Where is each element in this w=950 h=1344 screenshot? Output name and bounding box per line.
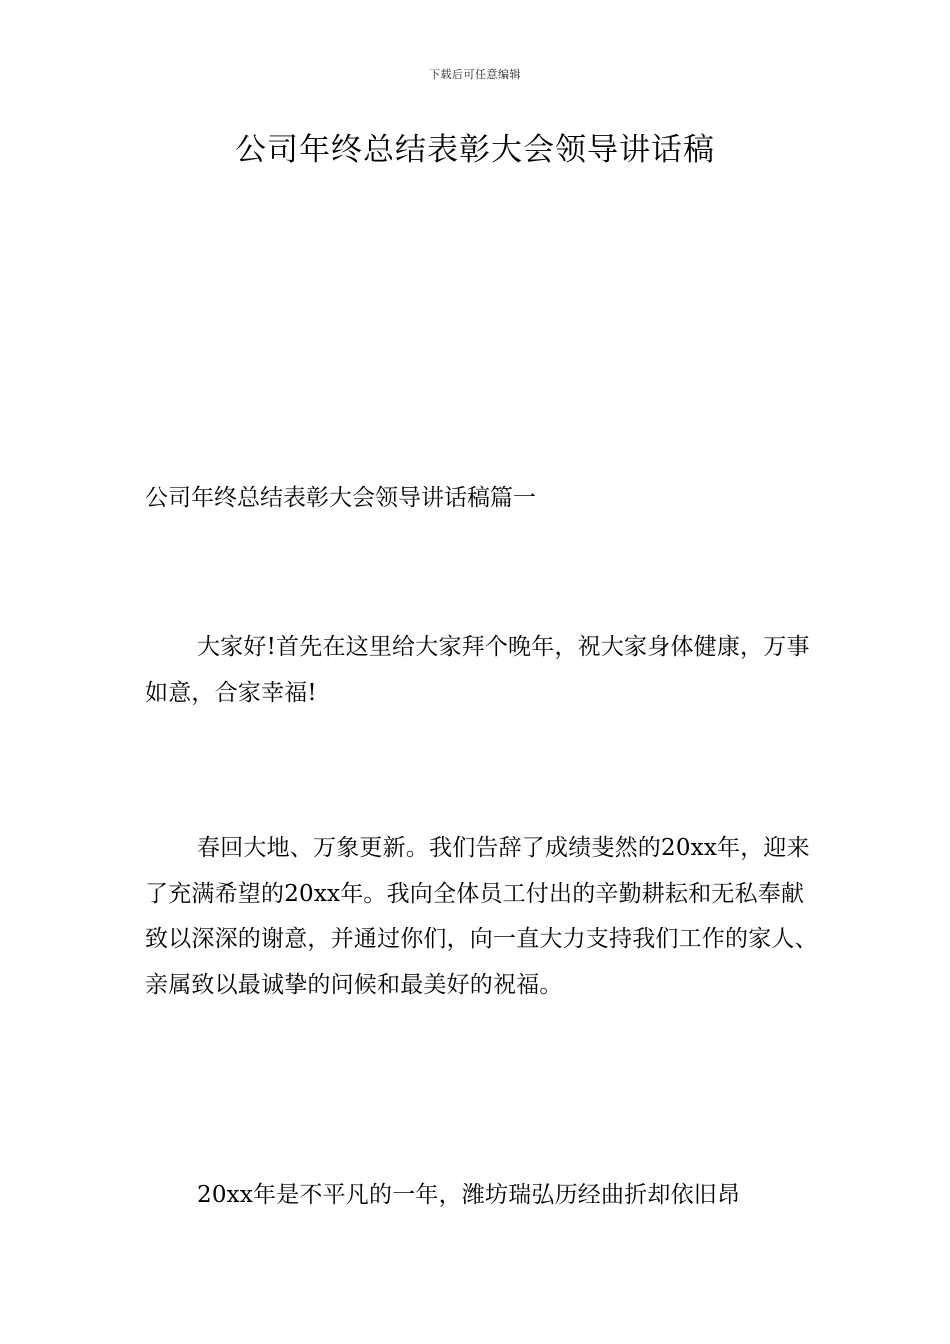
paragraph-greeting: 大家好!首先在这里给大家拜个晚年，祝大家身体健康，万事如意，合家幸福! — [145, 634, 810, 706]
paragraph-thanks: 春回大地、万象更新。我们告辞了成绩斐然的20xx年，迎来了充满希望的20xx年。我向全体员工付出的辛勤耕耘和无私奉献致以深深的谢意，并通过你们，向一直大力支持我们工作的家人、亲属致以最诚挚的问候和最美好的祝福。 — [145, 835, 818, 998]
section-heading: 公司年终总结表彰大会领导讲话稿篇一 — [145, 485, 536, 511]
paragraph-year-review: 20xx年是不平凡的一年，潍坊瑞弘历经曲折却依旧昂 — [197, 1182, 741, 1208]
document-title: 公司年终总结表彰大会领导讲话稿 — [235, 132, 715, 168]
header-note: 下载后可任意编辑 — [429, 68, 521, 81]
